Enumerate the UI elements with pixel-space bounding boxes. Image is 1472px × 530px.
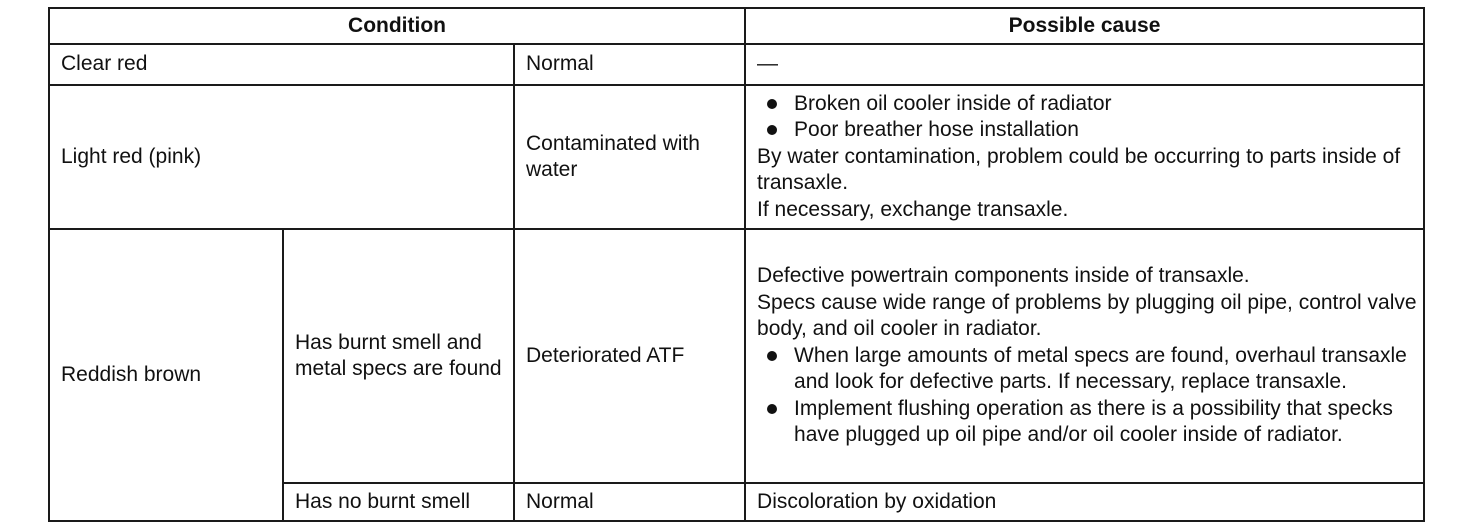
cell-color-light-red: Light red (pink) <box>49 85 514 229</box>
bullet-dot-icon <box>767 351 777 361</box>
bullet-dot-icon <box>767 125 777 135</box>
cell-smell-none: Has no burnt smell <box>283 483 514 521</box>
bullet-text: Broken oil cooler inside of radiator <box>794 91 1112 115</box>
cell-cause-water <box>745 85 1424 229</box>
bullet-item <box>757 117 1423 144</box>
cell-cause-none: — <box>745 44 1424 85</box>
cause-note: If necessary, exchange transaxle. <box>757 197 1069 221</box>
atf-condition-table <box>48 7 1425 522</box>
bullet-text: Poor breather hose installation <box>794 118 1079 142</box>
cell-color-clear-red: Clear red <box>49 44 514 85</box>
bullet-item <box>757 396 1423 449</box>
header-row <box>49 8 1424 44</box>
bullet-item <box>757 343 1423 396</box>
bullet-dot-icon <box>767 99 777 109</box>
cell-state-normal: Normal <box>514 44 745 85</box>
row-clear-red <box>49 44 1424 85</box>
row-light-red <box>49 85 1424 229</box>
cell-state-water: Contaminated with water <box>514 85 745 229</box>
cell-cause-oxidation: Discoloration by oxidation <box>745 483 1424 521</box>
cause-note: Specs cause wide range of problems by plugging oil pipe, control valve body, and oil cooler in radiator. <box>757 290 1417 341</box>
cell-state-normal: Normal <box>514 483 745 521</box>
cell-cause-deteriorated <box>745 229 1424 483</box>
cell-smell-burnt: Has burnt smell and metal specs are found <box>283 229 514 483</box>
cause-note: By water contamination, problem could be occurring to parts inside of transaxle. <box>757 144 1401 195</box>
header-possible-cause: Possible cause <box>745 8 1424 44</box>
cell-state-deteriorated: Deteriorated ATF <box>514 229 745 483</box>
header-condition: Condition <box>49 8 745 44</box>
bullet-dot-icon <box>767 404 777 414</box>
cause-note: Defective powertrain components inside of transaxle. <box>757 264 1250 288</box>
row-reddish-brown-burnt <box>49 229 1424 483</box>
bullet-item <box>757 91 1423 118</box>
cell-color-reddish-brown: Reddish brown <box>49 229 283 521</box>
bullet-text: When large amounts of metal specs are found, overhaul transaxle and look for defective parts. If necessary, replace transaxle. <box>794 343 1407 394</box>
bullet-text: Implement flushing operation as there is a possibility that specks have plugged up oil pipe and/or oil cooler inside of radiator. <box>794 396 1393 447</box>
